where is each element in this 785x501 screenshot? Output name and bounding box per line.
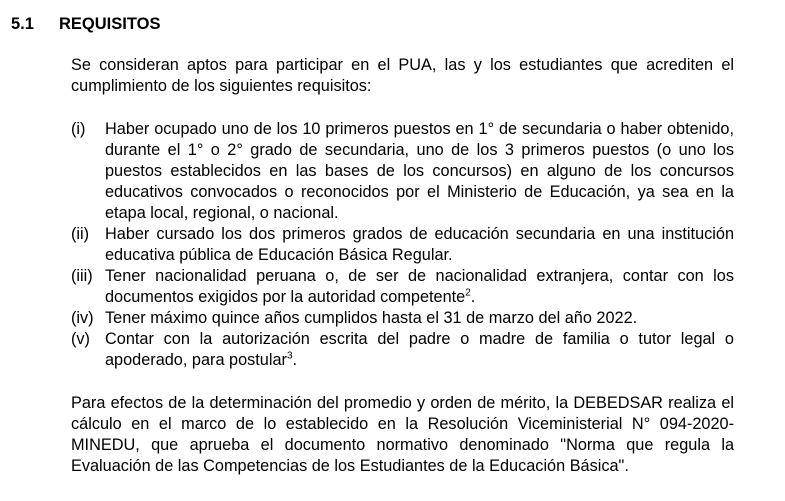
- requirement-suffix: .: [470, 288, 476, 306]
- requirement-item-ii: [71, 224, 734, 266]
- requirement-text: Haber ocupado uno de los 10 primeros puestos en 1° de secundaria o haber obtenido, durante el 1° o 2° grado de secundaria, uno de los 3 primeros puestos (o uno los puestos establecidos en las bases de los concursos) en alguno de los concursos educativos convocados o reconocidos por el Ministerio de Educación, ya sea en la etapa local, regional, o nacional.: [105, 120, 734, 222]
- requirement-item-i: [71, 119, 734, 224]
- requirement-marker: (i): [71, 120, 86, 138]
- requirement-text: Contar con la autorización escrita del padre o madre de familia o tutor legal o apoderado, para postular: [105, 330, 734, 369]
- requirement-marker: (v): [71, 330, 90, 348]
- section-heading: [0, 13, 785, 35]
- closing-paragraph: Para efectos de la determinación del promedio y orden de mérito, la DEBEDSAR realiza el cálculo en el marco de lo establecido en la Resolución Viceministerial N° 094-2020-MINEDU, que aprueba el documento normativo denominado "Norma que regula la Evaluación de las Competencias de los Estudiantes de la Educación Básica".: [71, 394, 734, 475]
- section-title: REQUISITOS: [59, 15, 161, 33]
- requirement-item-iii: [71, 266, 734, 308]
- intro-paragraph: Se consideran aptos para participar en el PUA, las y los estudiantes que acrediten el cumplimiento de los siguientes requisitos:: [71, 56, 734, 95]
- requirement-text: Tener máximo quince años cumplidos hasta el 31 de marzo del año 2022.: [105, 309, 638, 327]
- section-number: 5.1: [11, 15, 34, 33]
- requirement-marker: (iv): [71, 309, 94, 327]
- requirement-text: Haber cursado los dos primeros grados de educación secundaria en una institución educativa pública de Educación Básica Regular.: [105, 225, 734, 264]
- requirement-item-iv: [71, 308, 734, 329]
- requirement-text: Tener nacionalidad peruana o, de ser de nacionalidad extranjera, contar con los documentos exigidos por la autoridad competente: [105, 267, 734, 306]
- requirements-list: [71, 119, 734, 371]
- requirement-suffix: .: [292, 351, 298, 369]
- footnote-reference[interactable]: 3: [286, 350, 293, 362]
- requirement-marker: (iii): [71, 267, 93, 285]
- requirement-marker: (ii): [71, 225, 90, 243]
- requirement-item-v: [71, 329, 734, 371]
- footnote-reference[interactable]: 2: [465, 287, 471, 299]
